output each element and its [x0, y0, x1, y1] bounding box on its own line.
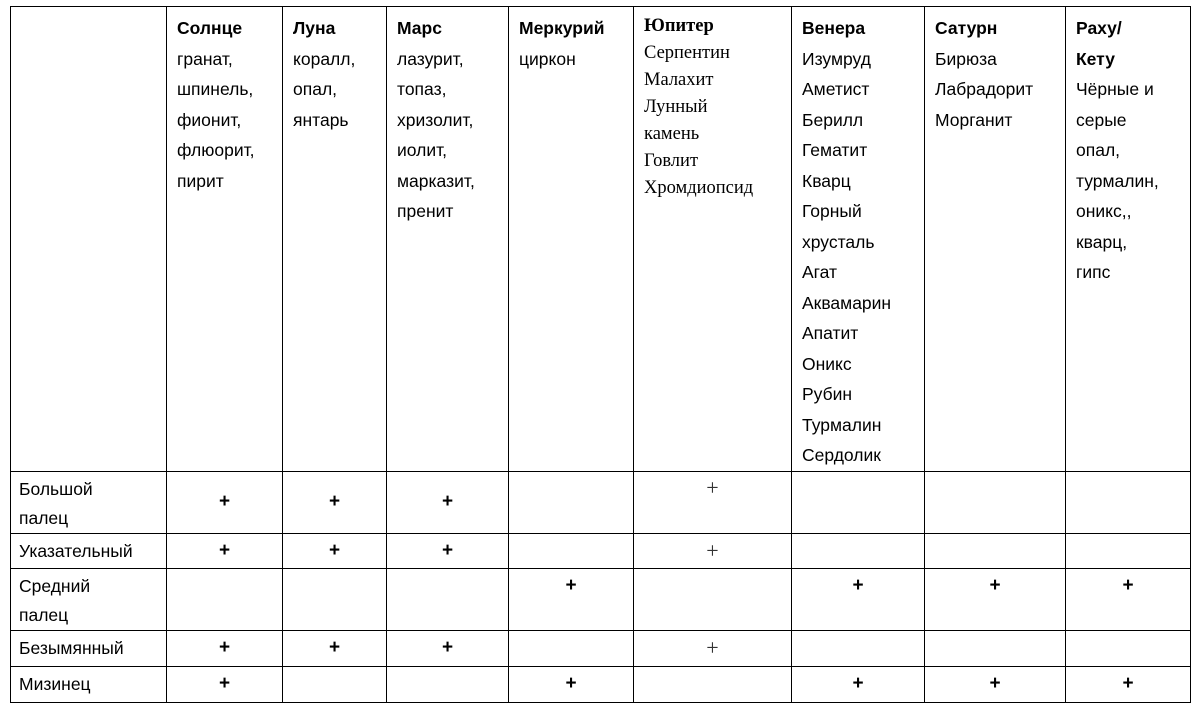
column-mercury [509, 7, 634, 472]
plus-mark: + [509, 568, 634, 630]
plus-mark: + [387, 471, 509, 533]
plus-mark [925, 471, 1066, 533]
plus-mark: + [1066, 568, 1191, 630]
gem-name: оникс,, [1076, 201, 1132, 221]
gem-name: Берилл [802, 109, 864, 130]
plus-mark: + [167, 666, 283, 702]
planet-name: Марс [397, 18, 442, 38]
column-venus [792, 7, 925, 472]
gem-name: коралл, [293, 48, 356, 69]
plus-mark [167, 568, 283, 630]
gem-name: Чёрные и [1076, 79, 1154, 99]
row-label-ring [11, 630, 167, 666]
plus-mark [509, 630, 634, 666]
planet-name: Меркурий [519, 18, 605, 38]
gem-name: Хромдиопсид [644, 178, 754, 198]
gem-name: Аметист [802, 79, 870, 99]
plus-mark [387, 666, 509, 702]
gem-name: турмалин, [1076, 170, 1159, 191]
plus-mark [792, 630, 925, 666]
gem-name: Апатит [802, 323, 859, 343]
gem-name: иолит, [397, 140, 448, 160]
finger-name: палец [19, 604, 69, 625]
planet-name: Кету [1076, 48, 1115, 69]
gem-name: пирит [177, 170, 224, 191]
row-label-little [11, 666, 167, 702]
finger-name: Средний [19, 575, 91, 596]
plus-mark [509, 533, 634, 568]
column-mars [387, 7, 509, 472]
gem-name: Турмалин [802, 414, 882, 435]
gem-name: камень [644, 124, 700, 144]
plus-mark [387, 568, 509, 630]
plus-mark: + [634, 471, 792, 533]
planet-name: Солнце [177, 18, 243, 38]
plus-mark: + [792, 568, 925, 630]
column-moon [283, 7, 387, 472]
gem-name: топаз, [397, 79, 447, 99]
plus-mark [509, 471, 634, 533]
planet-name: Венера [802, 18, 866, 38]
gem-name: шпинель, [177, 79, 254, 99]
gem-name: Аквамарин [802, 292, 892, 313]
gem-name: Кварц [802, 170, 851, 191]
plus-mark [634, 568, 792, 630]
planet-name: Сатурн [935, 18, 998, 38]
planet-gem-finger-table [10, 6, 1191, 703]
plus-mark: + [1066, 666, 1191, 702]
planet-name: Луна [293, 18, 336, 38]
plus-mark: + [509, 666, 634, 702]
gem-name: гипс [1076, 262, 1111, 282]
table-row [11, 630, 1191, 666]
row-label-thumb [11, 471, 167, 533]
plus-mark [283, 666, 387, 702]
column-saturn [925, 7, 1066, 472]
gem-name: циркон [519, 48, 576, 69]
plus-mark: + [792, 666, 925, 702]
row-label-middle [11, 568, 167, 630]
gem-name: Оникс [802, 353, 852, 374]
planet-name: Раху/ [1076, 18, 1122, 38]
plus-mark: + [925, 568, 1066, 630]
gem-name: пренит [397, 201, 454, 221]
gem-name: Изумруд [802, 48, 871, 69]
plus-mark: + [283, 630, 387, 666]
gem-name: хрусталь [802, 231, 875, 252]
gem-name: Малахит [644, 70, 714, 90]
table-row [11, 568, 1191, 630]
gem-name: марказит, [397, 170, 475, 191]
column-rahu-ketu [1066, 7, 1191, 472]
gem-name: Сердолик [802, 445, 881, 465]
gem-name: опал, [1076, 140, 1121, 160]
gem-name: Лабрадорит [935, 79, 1034, 99]
gem-name: опал, [293, 79, 338, 99]
plus-mark [283, 568, 387, 630]
plus-mark: + [387, 533, 509, 568]
gem-name: Бирюза [935, 48, 997, 69]
plus-mark: + [283, 533, 387, 568]
row-label-index [11, 533, 167, 568]
table-row [11, 471, 1191, 533]
gem-name: гранат, [177, 48, 233, 69]
gem-name: янтарь [293, 109, 349, 130]
plus-mark: + [925, 666, 1066, 702]
gem-name: хризолит, [397, 109, 474, 130]
table-row [11, 533, 1191, 568]
plus-mark: + [387, 630, 509, 666]
plus-mark [1066, 533, 1191, 568]
gem-name: Рубин [802, 384, 853, 404]
gem-name: фионит, [177, 109, 242, 130]
plus-mark [1066, 630, 1191, 666]
gem-name: Горный [802, 201, 862, 221]
gem-name: Говлит [644, 151, 699, 171]
finger-name: палец [19, 507, 69, 528]
plus-mark: + [634, 630, 792, 666]
gem-name: флюорит, [177, 140, 255, 160]
gem-name: серые [1076, 109, 1127, 130]
corner-cell [11, 7, 167, 472]
finger-name: Указательный [19, 540, 133, 561]
plus-mark: + [634, 533, 792, 568]
plus-mark: + [167, 533, 283, 568]
plus-mark: + [167, 471, 283, 533]
table-row [11, 666, 1191, 702]
plus-mark [792, 471, 925, 533]
gem-name: лазурит, [397, 48, 464, 69]
plus-mark [634, 666, 792, 702]
finger-name: Большой [19, 478, 93, 499]
plus-mark [925, 630, 1066, 666]
plus-mark [925, 533, 1066, 568]
gem-name: кварц, [1076, 231, 1128, 252]
gem-name: Морганит [935, 109, 1013, 130]
plus-mark [1066, 471, 1191, 533]
finger-name: Мизинец [19, 673, 91, 694]
gem-name: Лунный [644, 97, 708, 117]
finger-name: Безымянный [19, 637, 124, 658]
header-row [11, 7, 1191, 472]
column-sun [167, 7, 283, 472]
plus-mark: + [167, 630, 283, 666]
plus-mark [792, 533, 925, 568]
column-jupiter [634, 7, 792, 472]
gem-name: Серпентин [644, 43, 730, 63]
plus-mark: + [283, 471, 387, 533]
gem-name: Агат [802, 262, 838, 282]
planet-name: Юпитер [644, 16, 714, 36]
gem-name: Гематит [802, 140, 868, 160]
